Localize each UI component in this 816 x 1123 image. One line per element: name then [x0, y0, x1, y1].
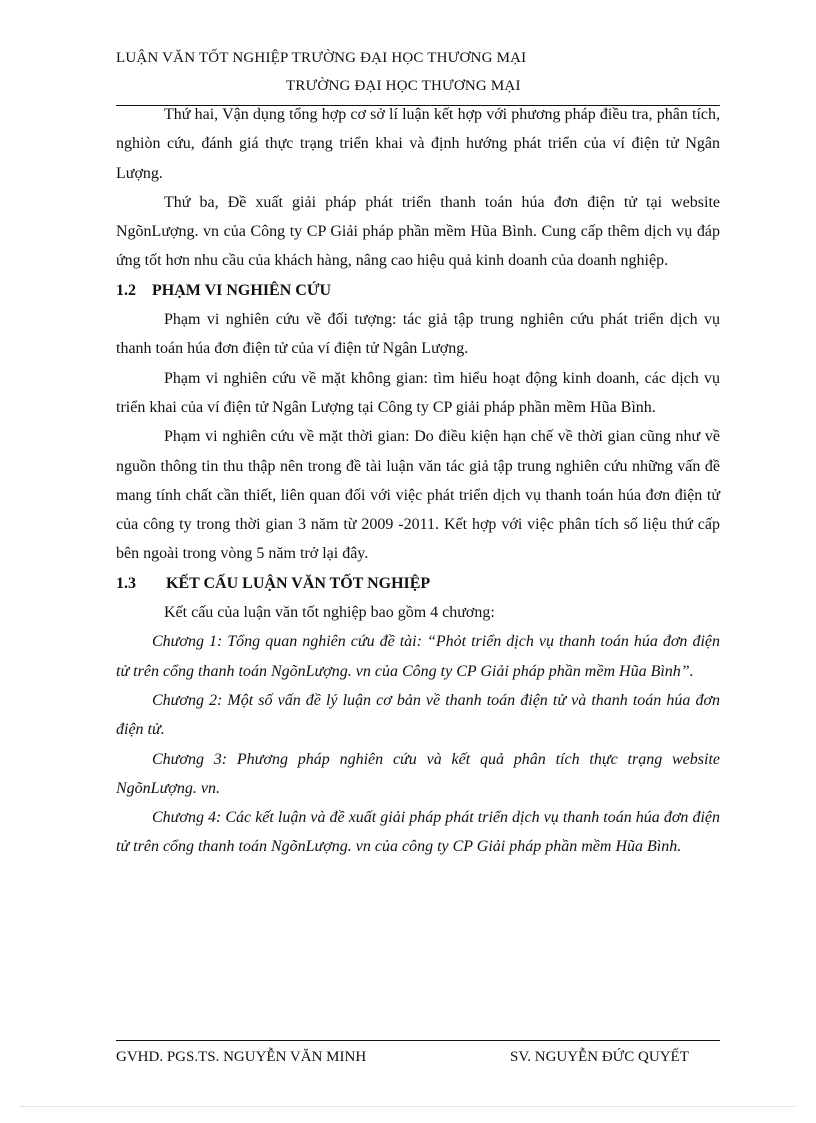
paragraph-objective-3: Thứ ba, Đề xuất giải pháp phát triển thanh toán húa đơn điện tử tại website NgõnLượng. vn của Công ty CP Giải pháp phần mềm Hũa Bình. Cung cấp thêm dịch vụ đáp ứng tốt hơn nhu cầu của khách hàng, nâng cao hiệu quả kinh doanh của doanh nghiệp.: [116, 193, 720, 270]
paragraph-scope-space: Phạm vi nghiên cứu về mặt không gian: tìm hiểu hoạt động kinh doanh, các dịch vụ triển khai của ví điện tử Ngân Lượng tại Công ty CP giải pháp phần mềm Hũa Bình.: [116, 369, 720, 416]
footer-advisor: GVHD. PGS.TS. NGUYỄN VĂN MINH: [116, 1049, 367, 1065]
chapter-4-description: Chương 4: Các kết luận và đề xuất giải pháp phát triển dịch vụ thanh toán húa đơn điện tử trên cổng thanh toán NgõnLượng. vn của công ty CP Giải pháp phần mềm Hũa Bình.: [116, 809, 720, 856]
section-title: PHẠM VI NGHIÊN CỨU: [152, 281, 332, 299]
header-title-line2: TRƯỜNG ĐẠI HỌC THƯƠNG MẠI: [286, 78, 521, 94]
footer-divider: [116, 1040, 720, 1041]
chapter-3-description: Chương 3: Phương pháp nghiên cứu và kết quả phân tích thực trạng website NgõnLượng. vn.: [116, 750, 720, 797]
section-heading-1-3: [116, 569, 720, 598]
section-number: 1.2: [116, 281, 136, 299]
section-title: KẾT CẤU LUẬN VĂN TỐT NGHIỆP: [166, 574, 431, 592]
paragraph-scope-time: Phạm vi nghiên cứu về mặt thời gian: Do điều kiện hạn chế về thời gian cũng như về nguồn thông tin thu thập nên trong đề tài luận văn tác giả tập trung nghiên cứu những vấn đề mang tính chất cần thiết, liên quan đối với việc phát triển dịch vụ thanh toán húa đơn điện tử của công ty trong thời gian 3 năm từ 2009 -2011. Kết hợp với việc phân tích số liệu thứ cấp bên ngoài trong vòng 5 năm trở lại đây.: [116, 428, 720, 563]
page-bottom-border: [20, 1106, 796, 1107]
chapter-2-description: Chương 2: Một số vấn đề lý luận cơ bản về thanh toán điện tử và thanh toán húa đơn điện tử.: [116, 691, 720, 739]
document-body: [116, 100, 720, 862]
section-number: 1.3: [116, 574, 136, 592]
paragraph-scope-object: Phạm vi nghiên cứu về đối tượng: tác giả tập trung nghiên cứu phát triển dịch vụ thanh toán húa đơn điện tử của ví điện tử Ngân Lượng.: [116, 311, 720, 358]
paragraph-objective-2: Thứ hai, Vận dụng tổng hợp cơ sở lí luận kết hợp với phương pháp điều tra, phân tích, nghiòn cứu, đánh giá thực trạng triển khai và định hướng phát triển của ví điện tử Ngân Lượng.: [116, 106, 720, 182]
chapter-1-description: Chương 1: Tổng quan nghiên cứu đề tài: “Phỏt triển dịch vụ thanh toán húa đơn điện tử trên cổng thanh toán NgõnLượng. vn của Công ty CP Giải pháp phần mềm Hũa Bình”.: [116, 633, 720, 680]
section-heading-1-2: [116, 276, 720, 305]
paragraph-structure-intro: Kết cấu của luận văn tốt nghiệp bao gồm 4 chương:: [164, 604, 495, 622]
footer-student: SV. NGUYỄN ĐỨC QUYẾT: [510, 1049, 689, 1065]
header-title-line1: LUẬN VĂN TỐT NGHIỆP TRƯỜNG ĐẠI HỌC THƯƠNG MẠI: [116, 50, 527, 66]
